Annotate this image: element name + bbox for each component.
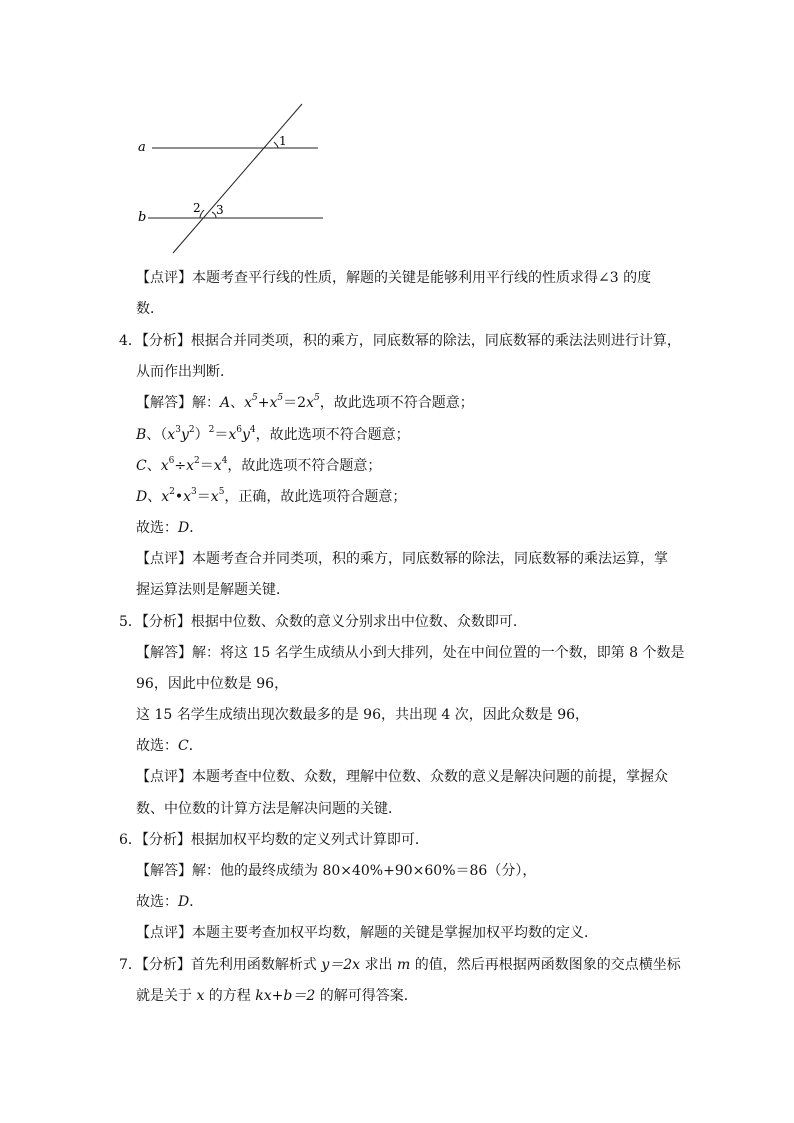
separator: 、 [230,395,245,411]
q5-comment-line-2: 数、中位数的计算方法是解决问题的关键． [136,801,402,817]
q5-solution-line-2: 96，因此中位数是 96， [136,676,289,692]
transversal [173,104,302,253]
q4-option-a [136,393,474,413]
verdict: ，故此选项不符合题意； [255,427,410,443]
math-expression: 、$(x^3y^2)^2=x^6y^4$ [146,425,256,443]
q5-choice [136,736,203,756]
q4-choice [136,518,203,538]
q7-text: 求出 [360,957,397,973]
choice-letter: C [178,738,189,754]
math-expression: $x^5$ [306,393,320,411]
angle-2-label: 2 [193,201,201,215]
label-b: b [138,210,147,225]
math-expression: 、$x^6\div x^2=x^4$ [146,456,228,474]
q4-comment-line-1: 【点评】本题考查合并同类项，积的乘方，同底数幂的除法，同底数幂的乘法运算，掌 [136,551,668,567]
label-a: a [138,140,146,155]
choice-suffix: ． [188,738,203,754]
parallel-lines-figure [128,96,338,261]
option-letter: B [136,427,147,443]
choice-letter: D [178,894,190,910]
math-expression: kx+b＝2 [255,988,316,1004]
q6-analysis: 6．【分析】根据加权平均数的定义列式计算即可． [119,832,429,848]
angle-1-label: 1 [279,134,287,148]
q5-solution-line-1: 【解答】解：将这 15 名学生成绩从小到大排列，处在中间位置的一个数，即第 8 个数是 [136,645,685,661]
math-expression: $x^5+x^5$ [244,393,284,411]
choice-suffix: ． [189,894,204,910]
choice-letter: D [178,520,190,536]
q4-option-c [136,456,381,476]
q5-comment-line-1: 【点评】本题考查中位数、众数，理解中位数、众数的意义是解决问题的前提，掌握众 [136,769,668,785]
angle-3-label: 3 [216,203,224,217]
q4-option-d [136,487,406,507]
q4-comment-line-2: 握运算法则是解题关键． [136,582,290,598]
math-expression: 、$x^2•x^3=x^5$ [147,487,225,505]
option-letter: C [136,458,147,474]
q6-solution: 【解答】解：他的最终成绩为 80×40%+90×60%＝86（分）， [136,863,537,879]
math-variable: m [396,957,411,973]
q4-option-b [136,425,410,445]
q4-analysis-line-1: 4．【分析】根据合并同类项，积的乘方，同底数幂的除法，同底数幂的乘法法则进行计算， [119,333,681,349]
q6-choice [136,892,203,912]
q7-text: 7．【分析】首先利用函数解析式 [119,957,322,973]
q6-comment: 【点评】本题主要考查加权平均数，解题的关键是掌握加权平均数的定义． [136,925,598,941]
q3-comment-line-2: 数． [136,301,164,317]
q7-analysis-line-2 [136,986,418,1006]
q4-solution-label: 【解答】解： [136,395,220,411]
option-letter: A [220,395,231,411]
option-letter: D [136,489,148,505]
q5-solution-line-3: 这 15 名学生成绩出现次数最多的是 96，共出现 4 次，因此众数是 96， [136,707,590,723]
q7-text: 的值，然后再根据两函数图象的交点横坐标 [410,957,681,973]
math-expression: ＝2 [283,395,307,411]
verdict: ，正确，故此选项符合题意； [224,489,407,505]
angle-1-arc [274,142,278,148]
verdict: ，故此选项不符合题意； [227,458,382,474]
q4-analysis-line-2: 从而作出判断． [136,364,234,380]
q5-analysis: 5．【分析】根据中位数、众数的意义分别求出中位数、众数即可． [119,614,527,630]
q3-comment-line-1: 【点评】本题考查平行线的性质，解题的关键是能够利用平行线的性质求得∠3 的度 [136,270,652,286]
math-variable: x [196,988,205,1004]
q7-text: 的解可得答案． [315,988,418,1004]
choice-suffix: ． [189,520,204,536]
q7-analysis-line-1 [119,955,681,975]
math-expression: y＝2x [321,957,361,973]
choice-prefix: 故选： [136,520,178,536]
q7-text: 的方程 [204,988,256,1004]
choice-prefix: 故选： [136,894,178,910]
q7-text: 就是关于 [136,988,197,1004]
verdict: ，故此选项不符合题意； [319,395,474,411]
choice-prefix: 故选： [136,738,178,754]
